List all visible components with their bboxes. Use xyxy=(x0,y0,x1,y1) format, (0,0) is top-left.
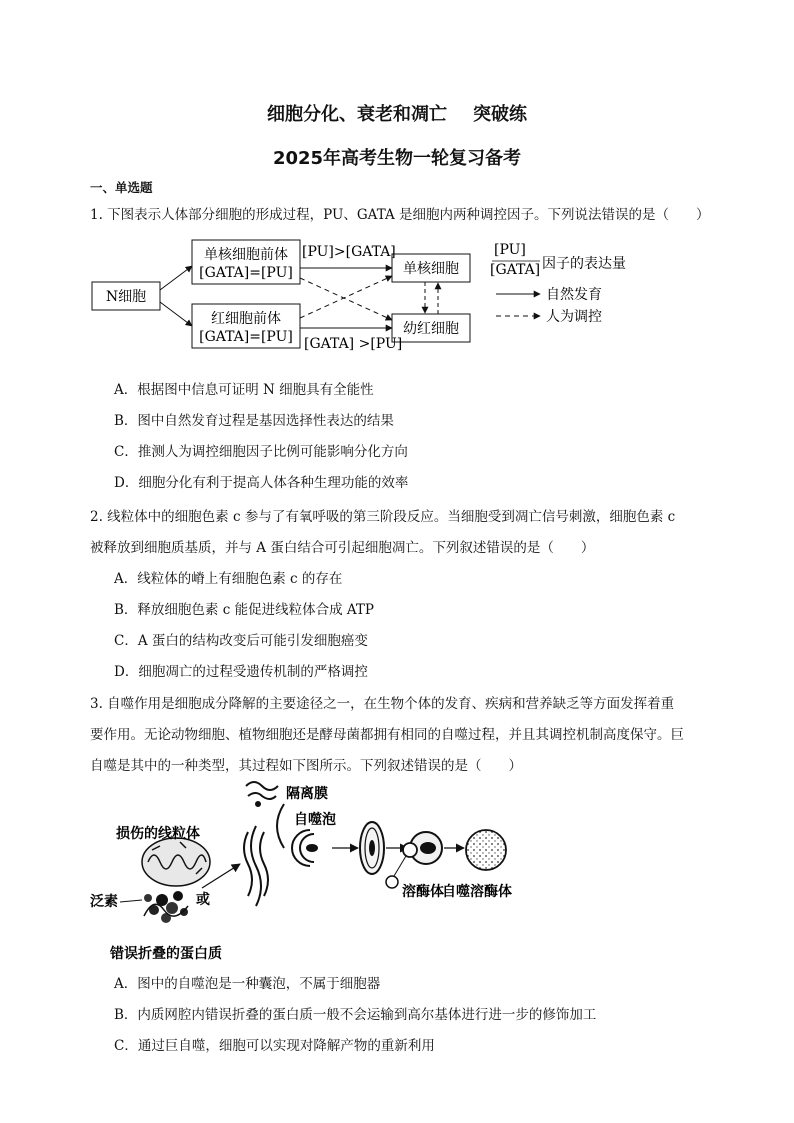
ubiquitin-pointer xyxy=(120,900,142,902)
q2-option-a: A．线粒体的嵴上有细胞色素 c 的存在 xyxy=(114,571,343,587)
misfolded-protein-label: 错误折叠的蛋白质 xyxy=(110,946,222,962)
autophagosome-icon xyxy=(360,822,384,874)
ubiquitin-label: 泛素 xyxy=(90,894,118,910)
red-precursor-ratio: [GATA]=[PU] xyxy=(199,329,293,345)
q3-stem-line3: 自噬是其中的一种类型，其过程如下图所示。下列叙述错误的是（ ） xyxy=(90,758,522,774)
autolysosome-icon xyxy=(466,830,506,870)
title-topic: 细胞分化、衰老和凋亡 xyxy=(267,104,447,125)
golgi-icon xyxy=(246,782,278,807)
q3-option-c: C．通过巨自噬，细胞可以实现对降解产物的重新利用 xyxy=(114,1038,435,1054)
or-label: 或 xyxy=(196,892,210,908)
arrow-red-to-mono-dashed xyxy=(300,276,392,318)
mono-precursor-ratio: [GATA]=[PU] xyxy=(199,265,293,281)
autophagosome-label: 自噬泡 xyxy=(294,812,336,828)
q2-option-b: B．释放细胞色素 c 能促进线粒体合成 ATP xyxy=(114,602,374,618)
isolation-membrane-icon xyxy=(277,804,284,848)
q3-stem-line2: 要作用。无论动物细胞、植物细胞还是酵母菌都拥有相同的自噬过程，并且其调控机制高度保守。巨 xyxy=(90,727,684,743)
arrow-n-to-mono xyxy=(160,266,192,290)
q1-option-c: C．推测人为调控细胞因子比例可能影响分化方向 xyxy=(114,444,408,460)
autolysosome-label: 自噬溶酶体 xyxy=(442,884,512,900)
condition-top: [PU]>[GATA] xyxy=(302,244,396,260)
condition-bottom: [GATA] >[PU] xyxy=(304,336,403,352)
q2-option-c: C．A 蛋白的结构改变后可能引发细胞癌变 xyxy=(114,633,368,649)
misfolded-protein-icon xyxy=(144,891,188,923)
section-heading: 一、单选题 xyxy=(90,180,153,195)
q2-option-d: D．细胞凋亡的过程受遗传机制的严格调控 xyxy=(114,664,368,680)
autophagosome-forming-icon xyxy=(292,830,318,866)
ratio-denominator: [GATA] xyxy=(490,262,541,278)
lysosome-fusion-icon xyxy=(386,832,442,888)
arrow-n-to-red xyxy=(160,302,192,326)
ratio-caption: 因子的表达量 xyxy=(542,256,626,272)
arrow-mono-to-red-dashed xyxy=(300,278,392,320)
legend-dashed-label: 人为调控 xyxy=(546,309,602,325)
endoplasmic-reticulum-icon xyxy=(244,826,268,906)
young-red-label: 幼红细胞 xyxy=(403,321,459,337)
mono-precursor-name: 单核细胞前体 xyxy=(204,247,288,263)
q3-option-a: A．图中的自噬泡是一种囊泡，不属于细胞器 xyxy=(114,976,381,992)
isolation-membrane-label: 隔离膜 xyxy=(286,786,328,802)
lysosome-label: 溶酶体 xyxy=(402,884,444,900)
q1-option-d: D．细胞分化有利于提高人体各种生理功能的效率 xyxy=(114,475,409,491)
title-tag: 突破练 xyxy=(473,104,527,125)
page-title xyxy=(0,100,794,126)
ratio-numerator: [PU] xyxy=(494,242,526,258)
q1-option-b: B．图中自然发育过程是基因选择性表达的结果 xyxy=(114,413,394,429)
page-subtitle: 2025年高考生物一轮复习备考 xyxy=(272,148,522,169)
q3-diagram xyxy=(88,776,528,966)
q2-stem-line1: 2. 线粒体中的细胞色素 c 参与了有氧呼吸的第三阶段反应。当细胞受到凋亡信号刺激，细胞色素 c xyxy=(90,509,676,525)
q2-stem-line2: 被释放到细胞质基质，并与 A 蛋白结合可引起细胞凋亡。下列叙述错误的是（ ） xyxy=(90,540,595,556)
q3-option-b: B．内质网腔内错误折叠的蛋白质一般不会运输到高尔基体进行进一步的修饰加工 xyxy=(114,1007,597,1023)
q1-diagram xyxy=(88,234,648,356)
legend-solid-label: 自然发育 xyxy=(546,287,602,303)
q3-stem-line1: 3. 自噬作用是细胞成分降解的主要途径之一，在生物个体的发育、疾病和营养缺乏等方面发挥着重 xyxy=(90,696,675,712)
n-cell-label: N细胞 xyxy=(105,289,147,305)
q1-stem: 1. 下图表示人体部分细胞的形成过程，PU、GATA 是细胞内两种调控因子。下列说法错误的是（ ） xyxy=(90,207,710,223)
monocyte-label: 单核细胞 xyxy=(403,261,459,277)
q1-option-a: A．根据图中信息可证明 N 细胞具有全能性 xyxy=(114,382,374,398)
damaged-mitochondrion-icon xyxy=(142,838,210,886)
damaged-mitochondrion-label: 损伤的线粒体 xyxy=(116,826,200,842)
red-precursor-name: 红细胞前体 xyxy=(211,311,281,327)
